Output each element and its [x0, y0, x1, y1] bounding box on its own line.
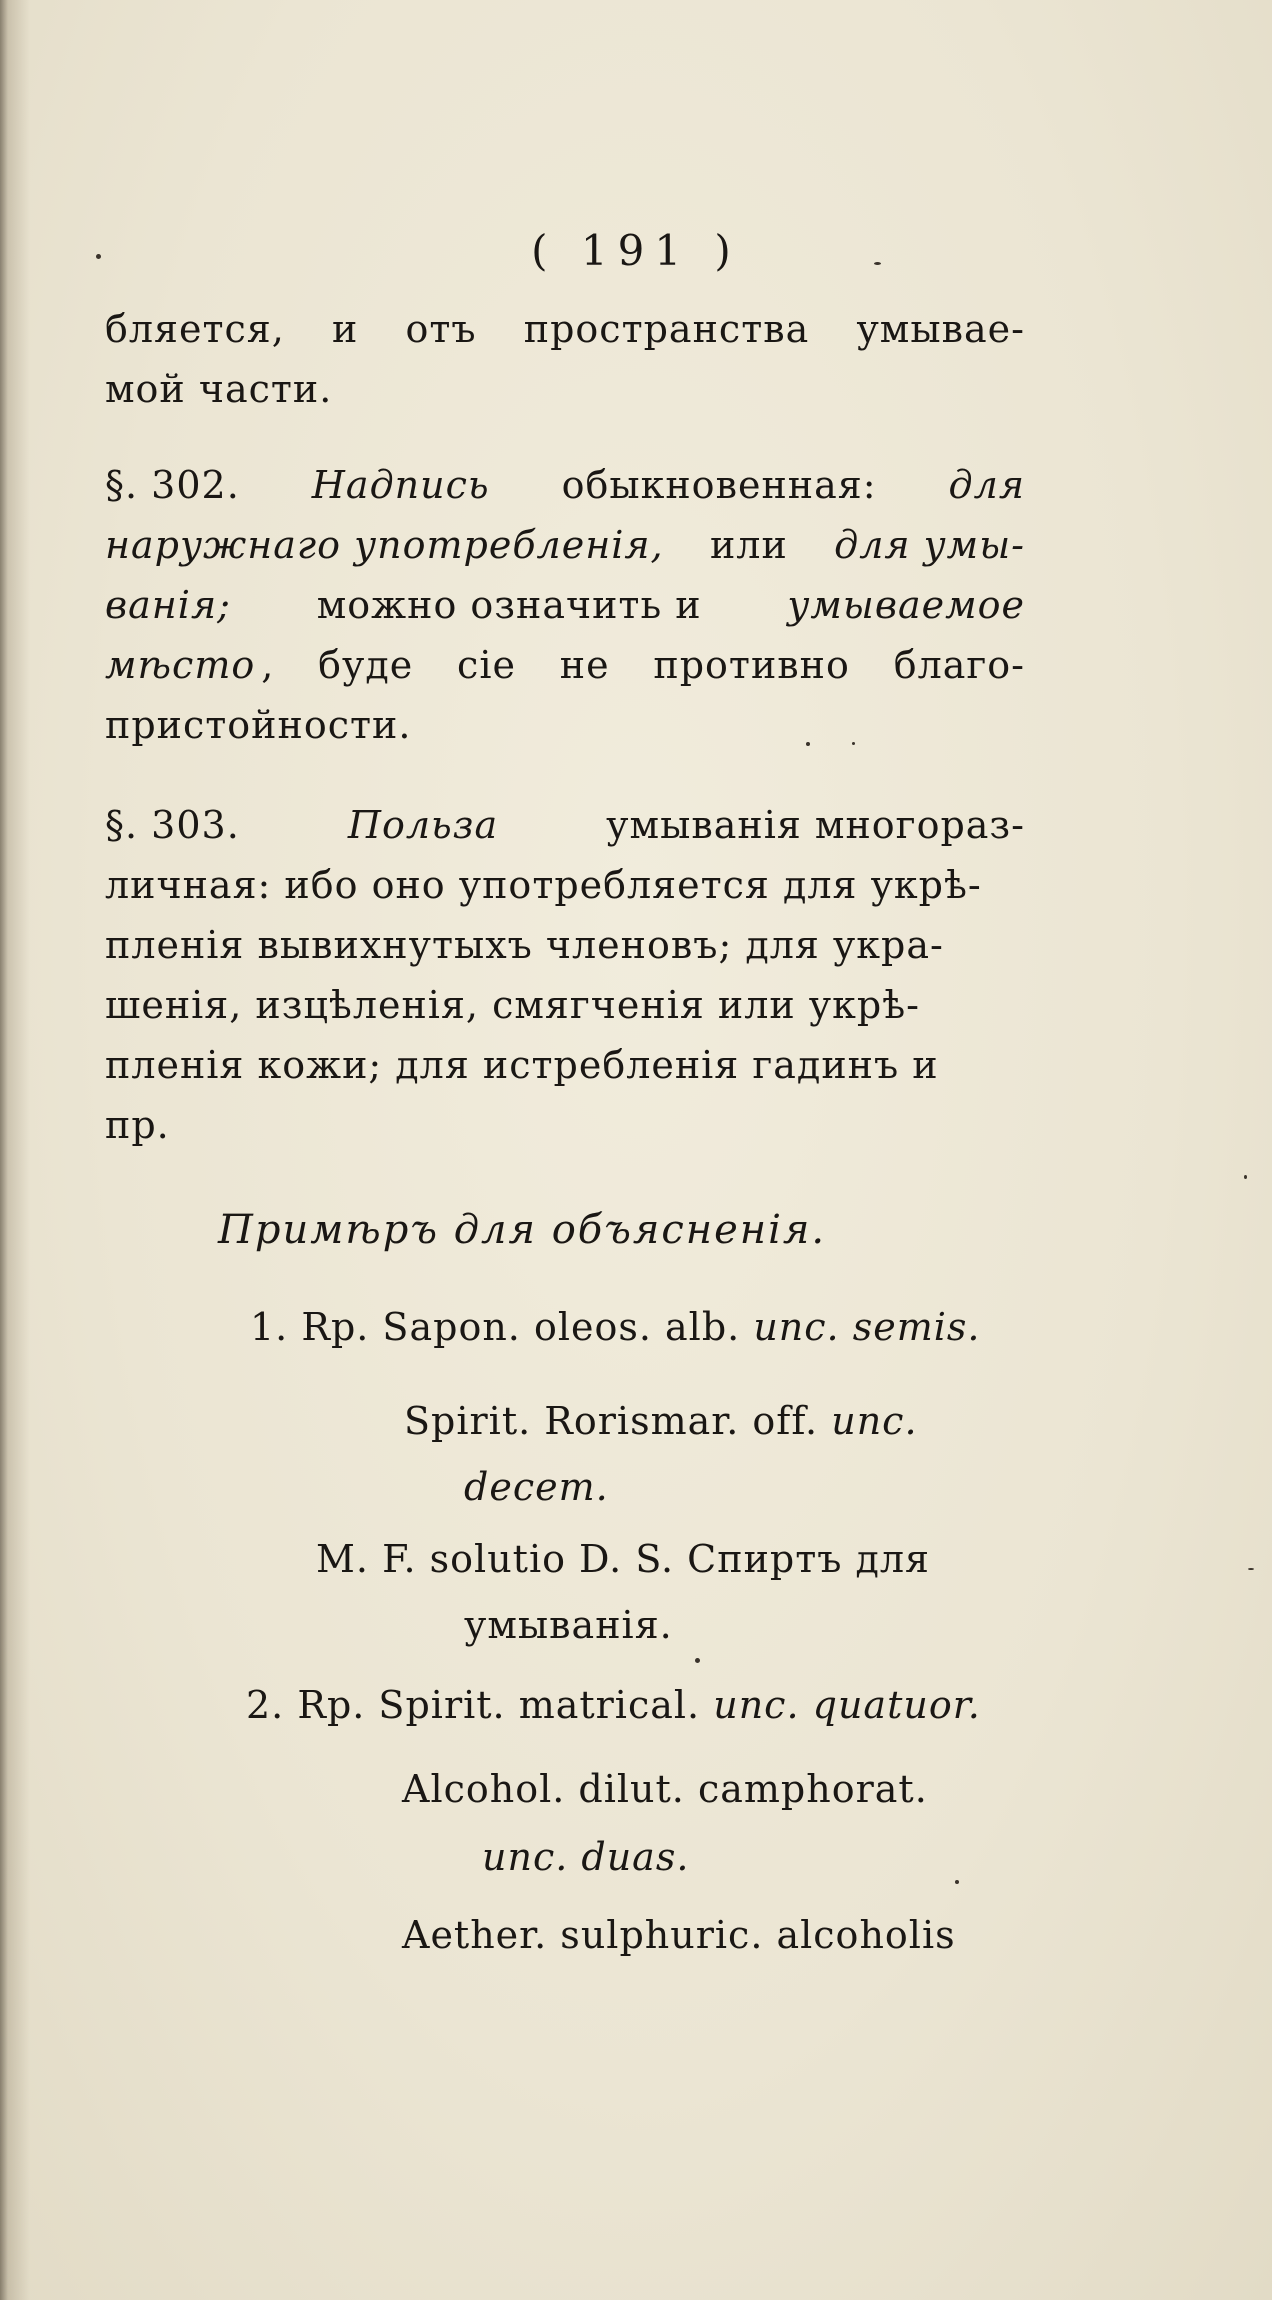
word: умывае- [856, 307, 1025, 351]
word: сіе [457, 643, 516, 687]
recipe-text: 1. Rp. Sapon. oleos. alb. [250, 1305, 741, 1349]
section-title: Польза [347, 803, 499, 847]
recipe-line: unc. duas. [482, 1835, 690, 1879]
ink-speck [874, 262, 881, 265]
word: ванія; [105, 583, 231, 627]
ink-speck [852, 742, 855, 745]
text-line: пленія вывихнутыхъ членовъ; для укра- [105, 923, 944, 967]
word: умыванія многораз- [606, 803, 1025, 847]
recipe-line: Aether. sulphuric. alcoholis [402, 1913, 956, 1957]
word: благо- [893, 643, 1025, 687]
text-line [105, 523, 1025, 567]
recipe-dose: unc. semis. [753, 1305, 981, 1349]
recipe-line: decem. [464, 1465, 609, 1509]
word: пространства [523, 307, 810, 351]
ink-speck [955, 1880, 959, 1884]
word: противно [653, 643, 850, 687]
text-line [105, 583, 1025, 627]
text-line [105, 307, 1025, 351]
section-number: §. 302. [105, 463, 240, 507]
word: можно означить и [316, 583, 702, 627]
text-line: шенія, изцѣленія, смягченія или укрѣ- [105, 983, 920, 1027]
word: обыкновенная: [561, 463, 877, 507]
ink-speck [695, 1658, 700, 1663]
line-text [105, 307, 1025, 351]
word: отъ [405, 307, 477, 351]
recipe-line [246, 1683, 981, 1727]
text-line: пленія кожи; для истребленія гадинъ и [105, 1043, 939, 1087]
section-302-heading [105, 463, 1025, 507]
word: наружнаго употребленія, [105, 523, 664, 567]
word: , [261, 643, 275, 687]
recipe-line: M. F. solutio D. S. Спиртъ для [316, 1537, 931, 1581]
ink-speck [806, 742, 810, 746]
text-line: пр. [105, 1103, 170, 1147]
ink-speck [1244, 1175, 1247, 1179]
word: и [332, 307, 359, 351]
text-line: пристойности. [105, 703, 412, 747]
word: мѣсто [105, 643, 256, 687]
text-line: мой части. [105, 367, 333, 411]
page-number: ( 191 ) [531, 226, 741, 275]
recipe-line: умыванія. [464, 1603, 673, 1647]
recipe-line [404, 1399, 918, 1443]
text-line [105, 643, 1025, 687]
word: не [559, 643, 610, 687]
word: для [948, 463, 1025, 507]
recipe-dose: unc. quatuor. [713, 1683, 981, 1727]
word: буде [318, 643, 414, 687]
line-rest [261, 643, 1025, 687]
word: для умы- [834, 523, 1025, 567]
recipe-text: 2. Rp. Spirit. matrical. [246, 1683, 701, 1727]
word: умываемое [787, 583, 1025, 627]
ink-speck [1248, 1568, 1254, 1570]
section-303-heading [105, 803, 1025, 847]
section-number: §. 303. [105, 803, 240, 847]
recipe-text: Spirit. Rorismar. off. [404, 1399, 819, 1443]
recipe-dose: unc. [831, 1399, 918, 1443]
recipe-line: Alcohol. dilut. camphorat. [402, 1767, 928, 1811]
word: бляется, [105, 307, 285, 351]
example-heading: Примѣръ для объясненія. [218, 1207, 827, 1253]
recipe-line [250, 1305, 981, 1349]
word: или [709, 523, 788, 567]
ink-speck [96, 254, 101, 259]
section-title: Надпись [311, 463, 490, 507]
text-line: личная: ибо оно употребляется для укрѣ- [105, 863, 982, 907]
